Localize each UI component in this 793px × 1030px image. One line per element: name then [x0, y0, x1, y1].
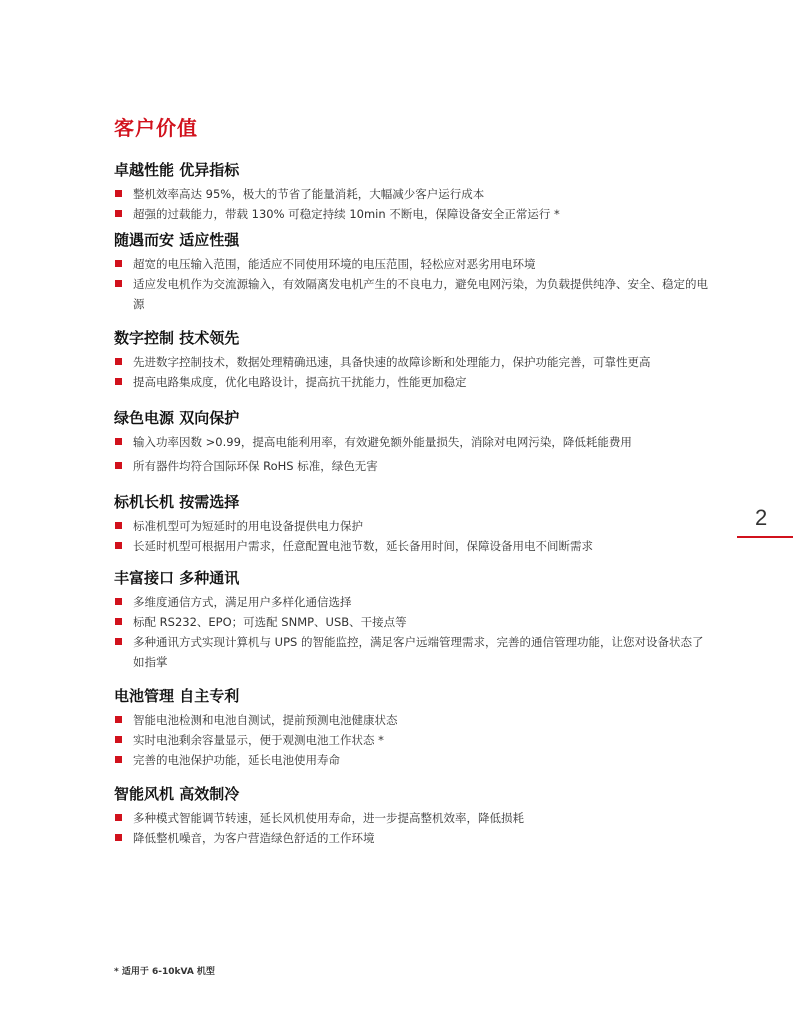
section-heading: 丰富接口 多种通讯	[114, 569, 240, 587]
footnote: * 适用于 6-10kVA 机型	[114, 967, 215, 977]
bullet-marker	[115, 542, 122, 549]
list-item: 标配 RS232、EPO；可选配 SNMP、USB、干接点等	[114, 612, 714, 632]
list-item: 输入功率因数 >0.99，提高电能利用率，有效避免额外能量损失，消除对电网污染，降低耗能费用	[114, 432, 714, 452]
list-item: 实时电池剩余容量显示，便于观测电池工作状态 *	[114, 730, 714, 750]
list-item: 多维度通信方式，满足用户多样化通信选择	[114, 592, 714, 612]
bullet-marker	[115, 210, 122, 217]
list-item: 提高电路集成度，优化电路设计，提高抗干扰能力，性能更加稳定	[114, 372, 714, 392]
bullet-marker	[115, 358, 122, 365]
bullet-marker	[115, 716, 122, 723]
section-heading: 绿色电源 双向保护	[114, 409, 240, 427]
section-fan	[114, 784, 714, 848]
bullet-marker	[115, 756, 122, 763]
list-item: 降低整机噪音，为客户营造绿色舒适的工作环境	[114, 828, 714, 848]
section-battery	[114, 686, 714, 770]
section-heading: 随遇而安 适应性强	[114, 231, 240, 249]
section-digital-control	[114, 328, 714, 392]
bullet-marker	[115, 190, 122, 197]
bullet-marker	[115, 280, 122, 287]
list-item: 先进数字控制技术，数据处理精确迅速，具备快速的故障诊断和处理能力，保护功能完善，可靠性更高	[114, 352, 714, 372]
section-adaptability	[114, 230, 714, 314]
list-item: 适应发电机作为交流源输入，有效隔离发电机产生的不良电力，避免电网污染，为负载提供纯净、安全、稳定的电源	[114, 274, 714, 314]
bullet-marker	[115, 378, 122, 385]
bullet-marker	[115, 736, 122, 743]
page-number-rule	[737, 536, 793, 538]
bullet-marker	[115, 260, 122, 267]
list-item: 多种模式智能调节转速，延长风机使用寿命，进一步提高整机效率，降低损耗	[114, 808, 714, 828]
section-heading: 标机长机 按需选择	[114, 493, 240, 511]
section-heading: 智能风机 高效制冷	[114, 785, 240, 803]
bullet-marker	[115, 462, 122, 469]
list-item: 长延时机型可根据用户需求，任意配置电池节数，延长备用时间，保障设备用电不间断需求	[114, 536, 714, 556]
section-green-power	[114, 408, 714, 476]
bullet-marker	[115, 638, 122, 645]
list-item: 超宽的电压输入范围，能适应不同使用环境的电压范围，轻松应对恶劣用电环境	[114, 254, 714, 274]
section-machine-types	[114, 492, 714, 556]
bullet-marker	[115, 834, 122, 841]
page-number: 2	[755, 505, 768, 530]
section-heading: 电池管理 自主专利	[114, 687, 240, 705]
list-item: 所有器件均符合国际环保 RoHS 标准，绿色无害	[114, 456, 714, 476]
list-item: 标准机型可为短延时的用电设备提供电力保护	[114, 516, 714, 536]
bullet-marker	[115, 522, 122, 529]
section-performance	[114, 160, 714, 224]
bullet-marker	[115, 438, 122, 445]
page-title: 客户价值	[114, 116, 198, 140]
list-item: 完善的电池保护功能，延长电池使用寿命	[114, 750, 714, 770]
bullet-marker	[115, 618, 122, 625]
section-interfaces	[114, 568, 714, 672]
section-heading: 卓越性能 优异指标	[114, 161, 240, 179]
bullet-marker	[115, 598, 122, 605]
section-heading: 数字控制 技术领先	[114, 329, 240, 347]
list-item: 整机效率高达 95%，极大的节省了能量消耗，大幅减少客户运行成本	[114, 184, 714, 204]
bullet-marker	[115, 814, 122, 821]
list-item: 多种通讯方式实现计算机与 UPS 的智能监控，满足客户远端管理需求，完善的通信管理功能，让您对设备状态了如指掌	[114, 632, 714, 672]
list-item: 超强的过载能力，带载 130% 可稳定持续 10min 不断电，保障设备安全正常运行 *	[114, 204, 714, 224]
list-item: 智能电池检测和电池自测试，提前预测电池健康状态	[114, 710, 714, 730]
